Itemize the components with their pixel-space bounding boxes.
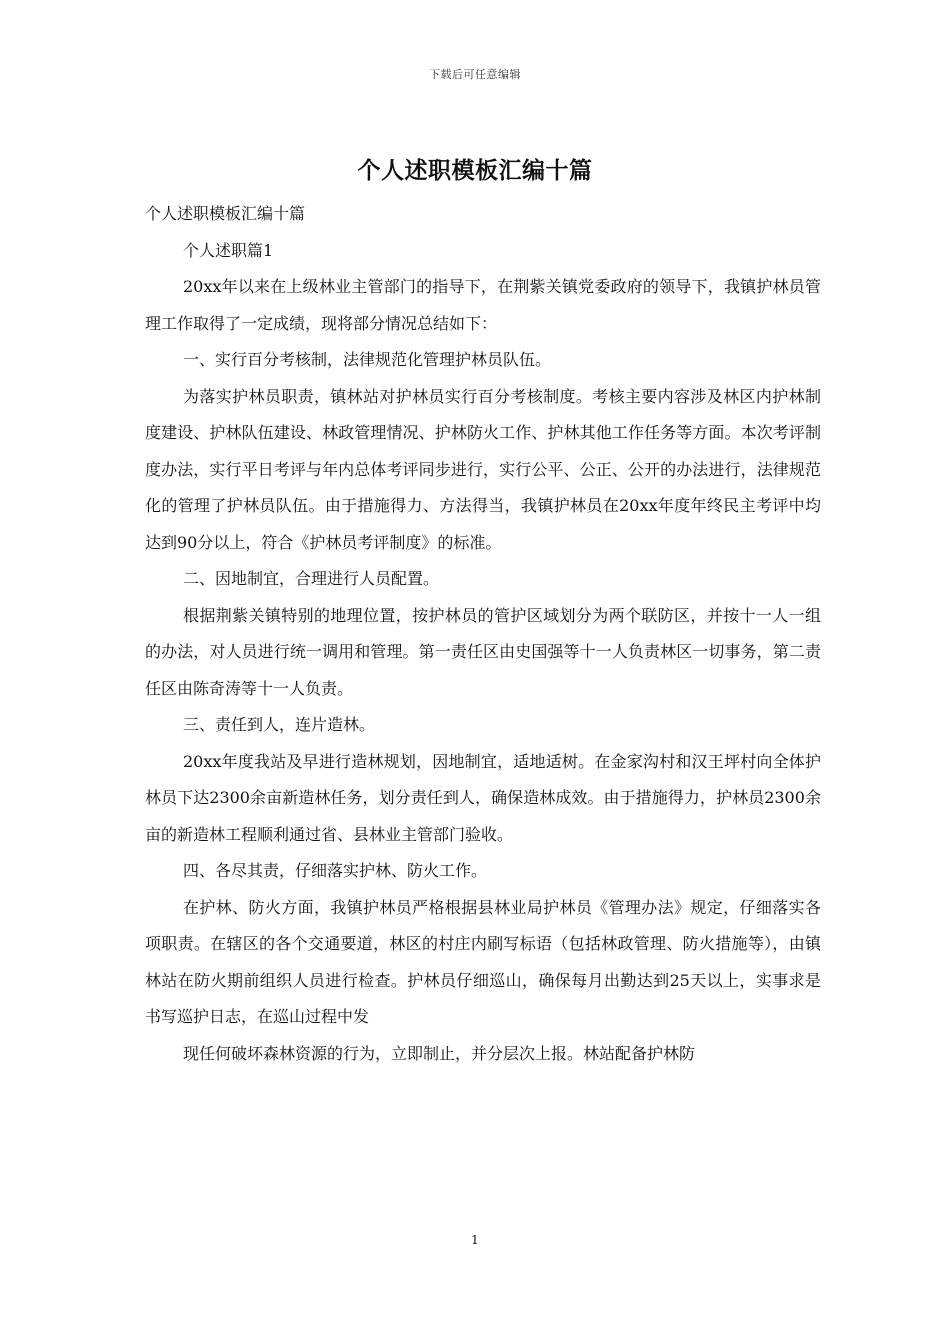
paragraph-body-1: 为落实护林员职责，镇林站对护林员实行百分考核制度。考核主要内容涉及林区内护林制度建设、护林队伍建设、林政管理情况、护林防火工作、护林其他工作任务等方面。本次考评制度办法，实行平日考评与年内总体考评同步进行，实行公平、公正、公开的办法进行，法律规范化的管理了护林员队伍。由于措施得力、方法得当，我镇护林员在20xx年度年终民主考评中均达到90分以上，符合《护林员考评制度》的标准。 — [145, 386, 821, 552]
paragraph-body-4: 在护林、防火方面，我镇护林员严格根据县林业局护林员《管理办法》规定，仔细落实各项职责。在辖区的各个交通要道，林区的村庄内刷写标语（包括林政管理、防火措施等），由镇林站在防火期前组织人员进行检查。护林员仔细巡山，确保每月出勤达到25天以上，实事求是书写巡护日志，在巡山过程中发 — [145, 897, 821, 1026]
paragraph-heading-3: 三、责任到人，连片造林。 — [183, 715, 376, 734]
paragraph-intro: 20xx年以来在上级林业主管部门的指导下，在荆紫关镇党委政府的领导下，我镇护林员管理工作取得了一定成绩，现将部分情况总结如下： — [145, 277, 821, 333]
paragraph-section-heading: 个人述职篇1 — [183, 240, 274, 260]
paragraph-body-3: 20xx年度我站及早进行造林规划，因地制宜，适地适树。在金家沟村和汉王坪村向全体护林员下达2300余亩新造林任务，划分责任到人，确保造林成效。由于措施得力，护林员2300余亩的新造林工程顺利通过省、县林业主管部门验收。 — [145, 751, 821, 844]
document-title: 个人述职模板汇编十篇 — [357, 157, 593, 184]
paragraph-heading-4: 四、各尽其责，仔细落实护林、防火工作。 — [183, 861, 488, 880]
paragraph-subtitle: 个人述职模板汇编十篇 — [145, 204, 306, 223]
document-body — [145, 196, 821, 1072]
paragraph-body-5: 现任何破坏森林资源的行为，立即制止，并分层次上报。林站配备护林防 — [183, 1043, 696, 1063]
page-number: 1 — [471, 1233, 479, 1247]
header-note: 下载后可任意编辑 — [429, 68, 521, 81]
paragraph-body-2: 根据荆紫关镇特别的地理位置，按护林员的管护区域划分为两个联防区，并按十一人一组的办法，对人员进行统一调用和管理。第一责任区由史国强等十一人负责林区一切事务，第二责任区由陈奇涛等十一人负责。 — [145, 605, 821, 698]
paragraph-heading-2: 二、因地制宜，合理进行人员配置。 — [183, 569, 440, 588]
paragraph-heading-1: 一、实行百分考核制，法律规范化管理护林员队伍。 — [183, 350, 552, 369]
